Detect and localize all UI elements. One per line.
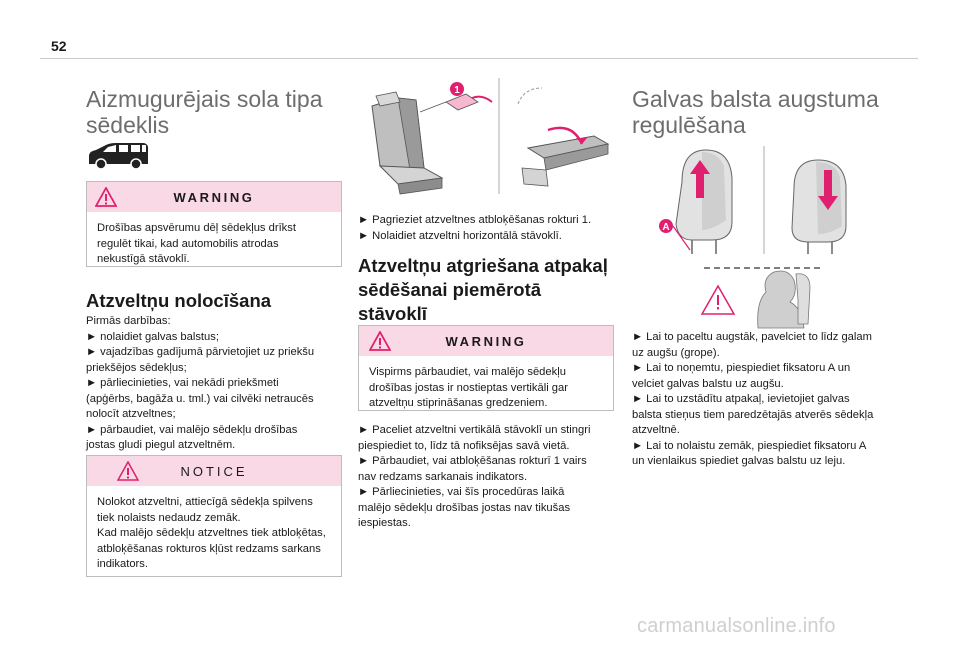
figure-callout-1: 1 (454, 85, 460, 96)
warning-triangle-icon (117, 461, 139, 486)
notice-text: Nolokot atzveltni, attiecīgā sēdekļa spilvens tiek nolaists nedaudz zemāk. Kad malējo sēdekļu atzveltnes tiek atbloķētas, atbloķēšanas rokturos kļūst redzams sarkans indikators. (97, 496, 326, 570)
warning-box-safety (86, 181, 342, 267)
page-number: 52 (51, 38, 67, 54)
return-steps: ► Paceliet atzveltni vertikālā stāvoklī un stingri piespiediet to, līdz tā nofiksējas savā vietā. ► Pārbaudiet, vai atbloķēšanas rokturī 1 vairs nav redzams sarkanais indikators. ► Pārliecinieties, vai šīs procedūras laikā malējo sēdekļu drošības jostas nav tikušas iespiestas. (358, 424, 591, 529)
warning-label: WARNING (173, 189, 255, 205)
top-rule (40, 58, 918, 59)
seat-folding-illustration (358, 74, 620, 199)
folding-steps: ► Pagrieziet atzveltnes atbloķēšanas rokturi 1. ► Nolaidiet atzveltni horizontālā stāvoklī. (358, 214, 592, 242)
warning-text: Drošības apsvērumu dēļ sēdekļus drīkst regulēt tikai, kad automobilis atrodas nekustīgā stāvoklī. (97, 222, 296, 265)
footer-watermark: carmanualsonline.info (637, 615, 836, 637)
section-title-headrest: Galvas balsta augstuma regulēšana (632, 86, 879, 138)
folding-instructions: Pirmās darbības: ► nolaidiet galvas balstus; ► vajadzības gadījumā pārvietojiet uz priekšu priekšējos sēdekļus; ► pārliecinieties, vai nekādi priekšmeti (apģērbs, bagāža u. tml.) vai cilvēki netraucēs nolocīt atzveltnes; ► pārbaudiet, vai malējo sēdekļu drošības jostas gludi piegul atzveltnēm. (86, 315, 315, 451)
warning-box-header (359, 326, 613, 356)
warning-triangle-icon (369, 331, 391, 356)
notice-box-header (87, 456, 341, 486)
headrest-adjustment-illustration (652, 138, 872, 330)
warning-box-header (87, 182, 341, 212)
section-title-bench-seat: Aizmugurējais sola tipa sēdeklis (86, 86, 323, 138)
subtitle-returning-backrests: Atzveltņu atgriešana atpakaļ sēdēšanai piemērotā stāvoklī (358, 255, 608, 324)
warning-box-seatbelts (358, 325, 614, 411)
subtitle-folding-backrests: Atzveltņu nolocīšana (86, 290, 272, 311)
warning-triangle-icon (95, 187, 117, 212)
figure-callout-a: A (662, 222, 670, 233)
warning-label: WARNING (445, 333, 527, 349)
car-van-icon (86, 142, 150, 175)
notice-box-folding (86, 455, 342, 577)
warning-text: Vispirms pārbaudiet, vai malējo sēdekļu drošības jostas ir nostieptas vertikāli gar atzveltņu stiprināšanas gredzeniem. (369, 366, 568, 409)
headrest-instructions: ► Lai to paceltu augstāk, pavelciet to līdz galam uz augšu (grope). ► Lai to noņemtu, piespiediet fiksatoru A un velciet galvas balstu uz augšu. ► Lai to uzstādītu atpakaļ, ievietojiet galvas balsta stieņus tiem paredzētajās atverēs sēdekļa atzveltnē. ► Lai to nolaistu zemāk, piespiediet fiksatoru A un vienlaikus spiediet galvas balstu uz leju. (632, 331, 874, 467)
notice-label: NOTICE (180, 463, 248, 479)
